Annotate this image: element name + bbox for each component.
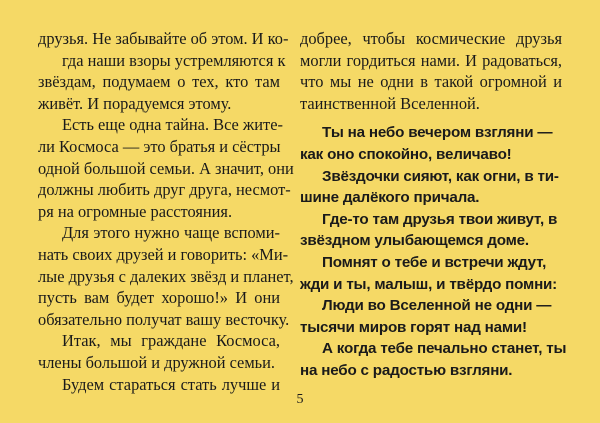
poem-line: как оно спокойно, величаво!	[300, 145, 512, 163]
poem	[300, 122, 567, 381]
prose-line: члены большой и дружной семьи.	[38, 352, 276, 372]
right-column	[300, 28, 567, 382]
prose-line: гда наши взоры устремляются к	[62, 50, 286, 70]
poem-line: на небо с радостью взгляни.	[300, 361, 513, 379]
prose-line: нать своих друзей и говорить: «Ми-	[38, 244, 289, 264]
prose-line: таинственной Вселенной.	[300, 93, 480, 113]
poem-line: жди и ты, малыш, и твёрдо помни:	[300, 275, 558, 293]
prose-line: добрее, чтобы космические друзья	[300, 29, 562, 48]
prose-line: Итак, мы граждане Космоса,	[62, 331, 280, 351]
prose-line: Для этого нужно чаще вспоми-	[62, 223, 280, 243]
prose-line: обязательно получат вашу весточку.	[38, 309, 290, 329]
prose-line: одной большой семьи. А значит, они	[38, 158, 294, 178]
prose-line: ли Космоса — это братья и сёстры	[38, 136, 281, 156]
poem-line: А когда тебе печально станет, ты	[322, 340, 567, 358]
prose-line: лые друзья с далеких звёзд и планет,	[38, 266, 294, 286]
prose-line: Есть еще одна тайна. Все жите-	[62, 115, 283, 135]
poem-line: шине далёкого причала.	[300, 189, 480, 207]
page-number: 5	[296, 392, 304, 407]
poem-line: Помнят о тебе и встречи ждут,	[322, 253, 547, 271]
poem-line: звёздном улыбающемся доме.	[300, 232, 529, 250]
prose-line: что мы не одни в такой огромной и	[300, 72, 562, 92]
prose-line: могли гордиться нами. И радоваться,	[300, 50, 562, 70]
poem-line: Ты на небо вечером взгляни —	[322, 124, 553, 142]
prose-line: пусть вам будет хорошо!» И они	[38, 288, 280, 308]
prose-line: друзья. Не забывайте об этом. И ко-	[38, 29, 289, 48]
prose-line: ря на огромные расстояния.	[38, 201, 233, 221]
poem-line: тысячи миров горят над нами!	[300, 318, 527, 336]
prose-line: должны любить друг друга, несмот-	[38, 180, 291, 200]
poem-line: Где-то там друзья твои живут, в	[322, 210, 558, 228]
prose-line: звёздам, подумаем о тех, кто там	[38, 72, 280, 92]
right-prose	[300, 28, 562, 114]
prose-line: Будем стараться стать лучше и	[62, 374, 280, 394]
prose-line: живёт. И порадуемся этому.	[38, 93, 232, 113]
poem-line: Люди во Вселенной не одни —	[322, 297, 552, 315]
left-column	[38, 28, 294, 395]
poem-line: Звёздочки сияют, как огни, в ти-	[322, 167, 559, 185]
